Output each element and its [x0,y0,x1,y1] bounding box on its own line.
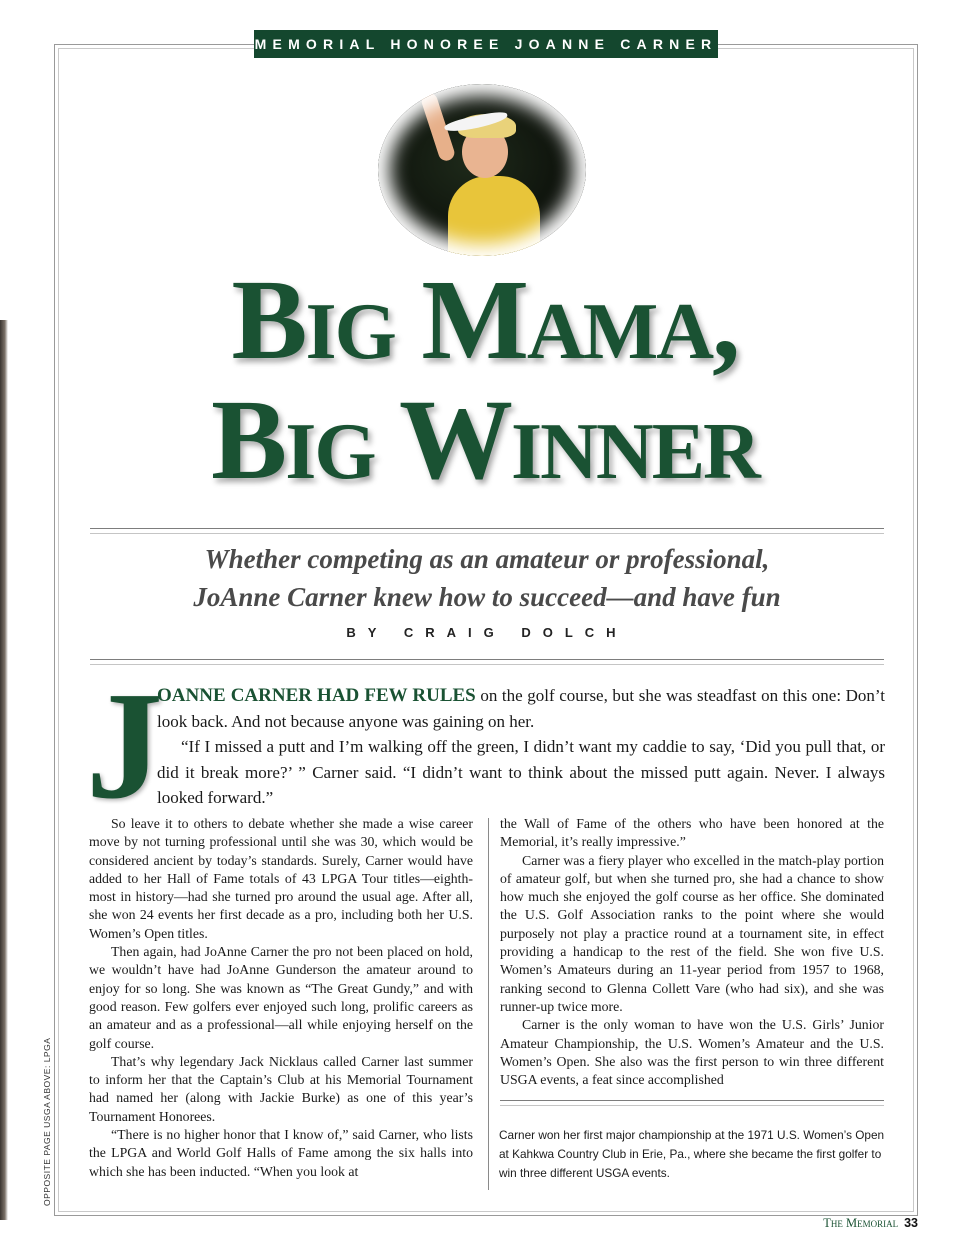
divider-rule [90,528,884,529]
caption-rule [500,1100,884,1101]
page-number: 33 [904,1216,918,1230]
body-paragraph: Carner is the only woman to have won the U.S. Girls’ Junior Amateur Championship, the U.S. Women’s Amateur and the U.S. Women’s Open. She also was the first person to win three different USGA events, a feat since accomplished [500,1017,884,1088]
drop-cap: J [86,661,163,831]
caption-rule [500,1105,884,1106]
lead-in: OANNE CARNER HAD FEW RULES [157,685,476,706]
body-paragraph: the Wall of Fame of the others who have been honored at the Memorial, it’s really impressive.” [500,816,884,850]
deck-line-1: Whether competing as an amateur or professional, [204,544,770,574]
body-column-left [89,815,473,1181]
intro-paragraphs [157,683,885,811]
headline-line-1: Big Mama, [231,256,739,383]
intro-text: on the golf course, but she was steadfast on this one: Don’t look back. And not because anyone was gaining on her. [157,686,885,731]
body-paragraph: That’s why legendary Jack Nicklaus called Carner last summer to inform her that the Captain’s Club at his Memorial Tournament had named her (along with Jackie Burke) as one of this year’s Tournament Honorees. [89,1053,473,1124]
body-paragraph: Then again, had JoAnne Carner the pro not been placed on hold, we wouldn’t have had JoAnne Gunderson the amateur around to enjoy for so long. She was known as “The Great Gundy,” and with good reason. Few golfers ever enjoyed such long, prolific careers as an amateur and as a professional—all while enjoying herself on the golf course. [89,944,473,1051]
body-paragraph: Carner was a fiery player who excelled in the match-play portion of amateur golf, but when she turned pro, she had a chance to show how much she enjoyed the golf course as her office. She dominated the U.S. Golf Association ranks to the point where she would purposely not play a practice round at a tournament site, in effect providing a handicap to the rest of the field. She won five U.S. Women’s Amateurs during an 11-year period from 1957 to 1968, ranking second to Glenna Collett Vare (who had six), and she was runner-up twice more. [500,852,884,1014]
intro-paragraph-2: “If I missed a putt and I’m walking off the green, I didn’t want my caddie to say, ‘Did you pull that, or did it break more?’ ” Carner said. “I didn’t want to think about the missed putt again. Never. I always looked forward.” [157,737,885,807]
photo-caption: Carner won her first major championship at the 1971 U.S. Women’s Open at Kahkwa Country Club in Erie, Pa., where she became the first golfer to win three different USGA events. [499,1128,885,1180]
intro-paragraph-1 [157,683,885,734]
article-deck [90,540,884,616]
article-headline [60,256,910,503]
body-column-right [500,815,884,1089]
magazine-name: The Memorial [823,1216,899,1230]
divider-rule [90,659,884,660]
deck-line-2: JoAnne Carner knew how to succeed—and have fun [193,582,781,612]
headline-line-2: Big Winner [211,376,759,503]
body-paragraph: So leave it to others to debate whether she made a wise career move by not turning professional until she was 30, which would be considered ancient by today’s standards. Surely, Carner would have added to her Hall of Fame totals of 43 LPGA Tour titles—eighth-most in history—had she turned pro around the usual age. After all, she won 24 events her first decade as a pro, including both her U.S. Women’s Open titles. [89,816,473,941]
divider-rule [90,664,884,665]
byline: BY CRAIG DOLCH [346,625,628,640]
adjacent-page-edge [0,320,8,1220]
divider-rule [90,533,884,534]
page-footer [823,1216,918,1231]
section-banner: MEMORIAL HONOREE JOANNE CARNER [254,30,718,58]
body-paragraph: “There is no higher honor that I know of,” said Carner, who lists the LPGA and World Golf Halls of Fame among the six halls into which she has been inducted. “When you look at [89,1127,473,1179]
column-divider [488,818,489,1190]
golfer-photo [378,84,586,256]
photo-credit: OPPOSITE PAGE USGA ABOVE: LPGA [42,1037,52,1206]
